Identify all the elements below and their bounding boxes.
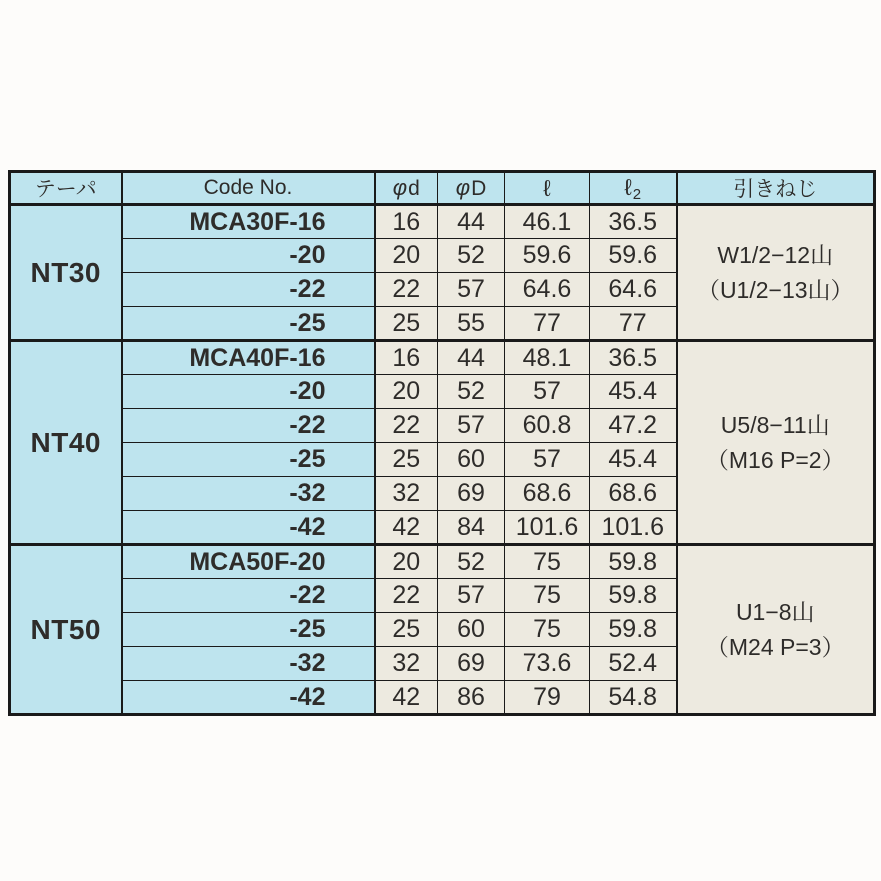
- code-cell: -42: [122, 681, 375, 715]
- dim-l-cell: 57: [505, 443, 590, 477]
- dim-D-cell: 60: [438, 613, 505, 647]
- dim-D-cell: 57: [438, 273, 505, 307]
- code-no-header: Code No.: [122, 172, 375, 205]
- code-cell: -25: [122, 307, 375, 341]
- dim-D-cell: 52: [438, 375, 505, 409]
- l2-header: ℓ$_2$: [590, 172, 677, 205]
- dim-D-cell: 69: [438, 647, 505, 681]
- dim-l2-cell: 68.6: [590, 477, 677, 511]
- pull-stud-line2: （U1/2−13山）: [696, 276, 854, 303]
- dim-l-cell: 75: [505, 545, 590, 579]
- code-cell: MCA30F-16: [122, 205, 375, 239]
- dim-l-cell: 79: [505, 681, 590, 715]
- dim-d-cell: 20: [375, 239, 438, 273]
- pull-stud-line1: U5/8−11山: [720, 411, 830, 438]
- taper-cell-nt50: NT50: [10, 545, 122, 715]
- dim-l2-cell: 47.2: [590, 409, 677, 443]
- spec-table: [8, 170, 876, 716]
- dim-l2-cell: 59.8: [590, 579, 677, 613]
- dim-l-cell: 68.6: [505, 477, 590, 511]
- l-header: ℓ: [505, 172, 590, 205]
- dim-l2-cell: 45.4: [590, 443, 677, 477]
- dim-d-cell: 22: [375, 579, 438, 613]
- code-cell: -25: [122, 443, 375, 477]
- code-cell: -22: [122, 409, 375, 443]
- dim-l-cell: 101.6: [505, 511, 590, 545]
- phi-symbol: φ: [392, 175, 408, 200]
- code-cell: MCA50F-20: [122, 545, 375, 579]
- dim-d-cell: 22: [375, 409, 438, 443]
- phi-d-header: φd: [375, 172, 438, 205]
- dim-d-cell: 32: [375, 477, 438, 511]
- pull-stud-line2: （M24 P=3）: [705, 633, 845, 660]
- taper-header: テーパ: [10, 172, 122, 205]
- pull-stud-cell-nt50: [677, 545, 875, 715]
- dim-D-cell: 84: [438, 511, 505, 545]
- dim-l2-cell: 36.5: [590, 205, 677, 239]
- code-cell: -22: [122, 579, 375, 613]
- dim-d-cell: 32: [375, 647, 438, 681]
- code-cell: -22: [122, 273, 375, 307]
- pull-stud-cell-nt40: [677, 341, 875, 545]
- dim-l-cell: 75: [505, 579, 590, 613]
- dim-l-cell: 48.1: [505, 341, 590, 375]
- dim-l-cell: 60.8: [505, 409, 590, 443]
- dim-D-cell: 44: [438, 341, 505, 375]
- dim-l2-cell: 64.6: [590, 273, 677, 307]
- dim-d-cell: 22: [375, 273, 438, 307]
- dim-l-cell: 73.6: [505, 647, 590, 681]
- dim-l2-cell: 59.8: [590, 545, 677, 579]
- dim-d-cell: 20: [375, 375, 438, 409]
- dim-l-cell: 57: [505, 375, 590, 409]
- dim-d-cell: 25: [375, 307, 438, 341]
- dim-l2-cell: 54.8: [590, 681, 677, 715]
- dim-l2-cell: 45.4: [590, 375, 677, 409]
- dim-d-cell: 25: [375, 443, 438, 477]
- dim-D-cell: 55: [438, 307, 505, 341]
- pull-stud-cell-nt30: [677, 205, 875, 341]
- dim-D-cell: 57: [438, 579, 505, 613]
- dim-d-cell: 16: [375, 341, 438, 375]
- dim-D-cell: 44: [438, 205, 505, 239]
- spec-table-container: [8, 170, 873, 716]
- dim-D-cell: 52: [438, 545, 505, 579]
- dim-d-cell: 42: [375, 681, 438, 715]
- dim-d-cell: 25: [375, 613, 438, 647]
- table-row: [10, 205, 875, 239]
- dim-D-cell: 57: [438, 409, 505, 443]
- dim-d-cell: 16: [375, 205, 438, 239]
- dim-l2-cell: 77: [590, 307, 677, 341]
- code-cell: -42: [122, 511, 375, 545]
- dim-D-cell: 69: [438, 477, 505, 511]
- pull-stud-line2: （M16 P=2）: [705, 446, 845, 473]
- dim-d-cell: 20: [375, 545, 438, 579]
- phi-D-header: φD: [438, 172, 505, 205]
- code-cell: -20: [122, 375, 375, 409]
- table-row: [10, 341, 875, 375]
- phi-symbol: φ: [455, 175, 471, 200]
- table-row: [10, 545, 875, 579]
- pull-stud-line1: U1−8山: [735, 598, 815, 625]
- dim-l-cell: 46.1: [505, 205, 590, 239]
- dim-l2-cell: 52.4: [590, 647, 677, 681]
- dim-l-cell: 59.6: [505, 239, 590, 273]
- dim-l2-cell: 101.6: [590, 511, 677, 545]
- dim-D-cell: 52: [438, 239, 505, 273]
- taper-cell-nt30: NT30: [10, 205, 122, 341]
- code-cell: -25: [122, 613, 375, 647]
- dim-l2-cell: 36.5: [590, 341, 677, 375]
- dim-l2-cell: 59.6: [590, 239, 677, 273]
- dim-l2-cell: 59.8: [590, 613, 677, 647]
- dim-D-cell: 60: [438, 443, 505, 477]
- code-cell: MCA40F-16: [122, 341, 375, 375]
- taper-cell-nt40: NT40: [10, 341, 122, 545]
- dim-l-cell: 64.6: [505, 273, 590, 307]
- dim-d-cell: 42: [375, 511, 438, 545]
- code-cell: -32: [122, 477, 375, 511]
- dim-D-cell: 86: [438, 681, 505, 715]
- code-cell: -32: [122, 647, 375, 681]
- header-row: [10, 172, 875, 205]
- pull-stud-line1: W1/2−12山: [717, 241, 834, 268]
- pull-stud-header: 引きねじ: [677, 172, 875, 205]
- dim-l-cell: 75: [505, 613, 590, 647]
- dim-l-cell: 77: [505, 307, 590, 341]
- code-cell: -20: [122, 239, 375, 273]
